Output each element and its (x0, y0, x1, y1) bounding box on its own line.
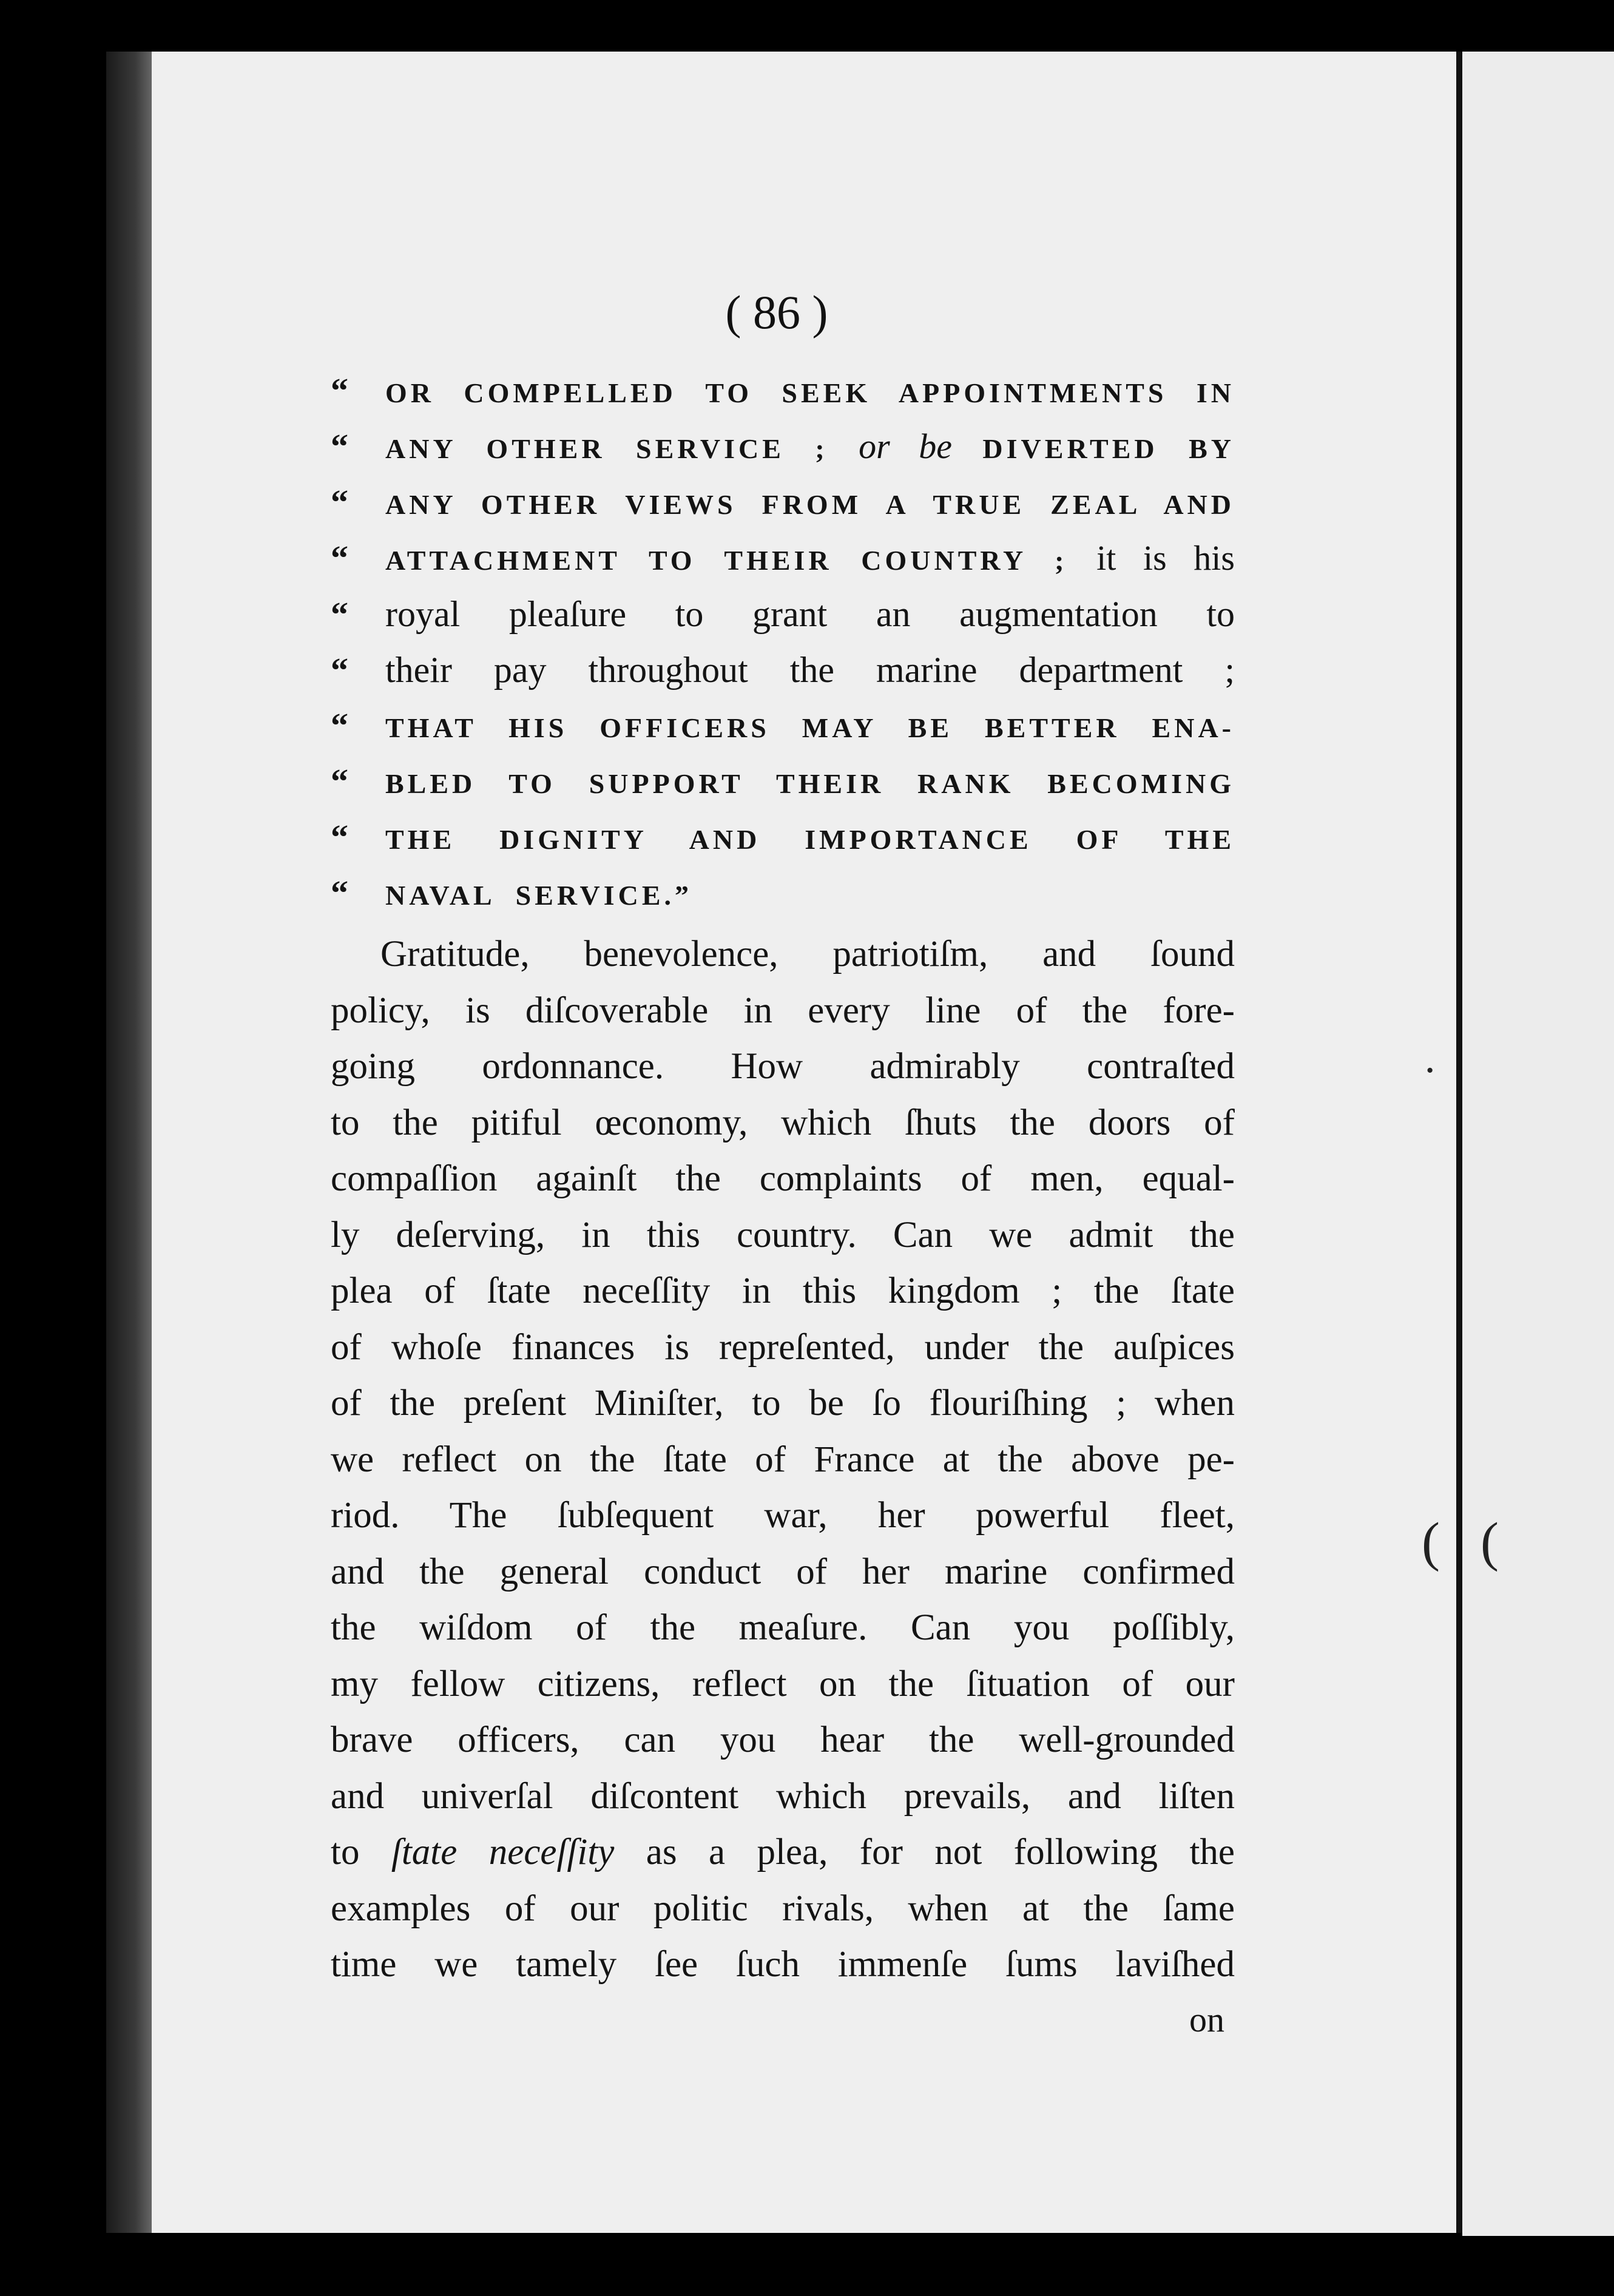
body-paragraph (331, 933, 1235, 2000)
paragraph-line: of the preſent Miniſter, to be ſo flouriſhing ; when (331, 1383, 1235, 1423)
book-gutter-shadow (106, 52, 155, 2233)
paragraph-line: riod. The ſubſequent war, her powerful fleet, (331, 1495, 1235, 1536)
quote-segment: or be (859, 427, 952, 466)
quote-mark: “ (331, 538, 348, 578)
page-number: ( 86 ) (725, 286, 828, 339)
quote-line-text (385, 488, 1235, 521)
margin-speck-right: · (1423, 1047, 1437, 1094)
paragraph-line: going ordonnance. How admirably contraſted (331, 1046, 1235, 1087)
quote-mark: “ (331, 761, 348, 801)
quote-line (331, 593, 1235, 649)
paragraph-line: ly deſerving, in this country. Can we admit the (331, 1214, 1235, 1255)
quote-segment: ANY OTHER SERVICE ; (385, 433, 859, 464)
facing-page-edge (1462, 52, 1614, 2236)
quote-segment: ATTACHMENT TO THEIR COUNTRY ; (385, 545, 1097, 576)
quote-segment: ANY OTHER VIEWS FROM A TRUE ZEAL AND (385, 489, 1235, 520)
quote-segment: THAT HIS OFFICERS MAY BE BETTER ENA- (385, 712, 1235, 743)
paragraph-line: examples of our politic rivals, when at the ſame (331, 1888, 1235, 1929)
paragraph-line: of whoſe finances is repreſented, under the auſpices (331, 1326, 1235, 1368)
quote-segment: NAVAL SERVICE.” (385, 880, 693, 911)
quote-line (331, 426, 1235, 482)
paragraph-line: compaſſion againſt the complaints of men, equal- (331, 1158, 1235, 1199)
quoted-ordinance (331, 370, 1235, 928)
paragraph-line: and the general conduct of her marine confirmed (331, 1551, 1235, 1592)
paragraph-line: my fellow citizens, reflect on the ſituation of our (331, 1663, 1235, 1704)
page-text-block (331, 370, 1235, 2000)
quote-mark: “ (331, 482, 348, 522)
paragraph-segment: as a plea, for not following the (614, 1832, 1235, 1872)
paragraph-line: to the pitiful œconomy, which ſhuts the doors of (331, 1102, 1235, 1143)
quote-line-text (385, 649, 1235, 691)
paragraph-line: the wiſdom of the meaſure. Can you poſſibly, (331, 1607, 1235, 1648)
quote-segment: BLED TO SUPPORT THEIR RANK BECOMING (385, 768, 1235, 799)
quote-line-text (385, 768, 1235, 800)
quote-line (331, 538, 1235, 593)
quote-segment: their pay throughout the marine department ; (385, 650, 1235, 690)
quote-line-text (385, 377, 1235, 409)
paragraph-line: and univerſal diſcontent which prevails, and liſten (331, 1775, 1235, 1817)
quote-line (331, 482, 1235, 538)
quote-line-text (385, 426, 1235, 467)
paragraph-line: brave officers, can you hear the well-grounded (331, 1720, 1235, 1760)
quote-mark: “ (331, 427, 348, 466)
quote-line (331, 873, 1235, 928)
paragraph-line: time we tamely ſee ſuch immenſe ſums laviſhed (331, 1944, 1235, 1985)
italic-phrase: ſtate neceſſity (391, 1832, 615, 1872)
quote-line-text (385, 879, 1235, 911)
quote-segment: THE DIGNITY AND IMPORTANCE OF THE (385, 824, 1235, 855)
paragraph-line: plea of ſtate neceſſity in this kingdom ; the ſtate (331, 1271, 1235, 1311)
quote-line (331, 649, 1235, 705)
margin-bracket-facing-2: ( (1481, 1512, 1499, 1572)
quote-line-text (385, 538, 1235, 578)
margin-bracket-facing: ( (1422, 1512, 1440, 1572)
quote-line (331, 705, 1235, 761)
paragraph-line (331, 1831, 1235, 1888)
paragraph-segment: to (331, 1832, 391, 1872)
quote-mark: “ (331, 371, 348, 410)
quote-segment: it is his (1096, 538, 1235, 578)
quote-segment: DIVERTED BY (951, 433, 1235, 464)
quote-mark: “ (331, 706, 348, 745)
paragraph-line: policy, is diſcoverable in every line of the fore- (331, 990, 1235, 1031)
quote-mark: “ (331, 650, 348, 690)
quote-mark: “ (331, 817, 348, 857)
quote-line (331, 761, 1235, 817)
quote-line-text (385, 823, 1235, 856)
paragraph-line: we reflect on the ſtate of France at the above pe- (331, 1439, 1235, 1480)
quote-line (331, 370, 1235, 426)
catchword: on (1189, 2000, 1224, 2039)
quote-line (331, 817, 1235, 873)
quote-mark: “ (331, 595, 348, 634)
paragraph-line: Gratitude, benevolence, patriotiſm, and ſound (380, 934, 1235, 974)
quote-mark: “ (331, 873, 348, 913)
quote-segment: royal pleaſure to grant an augmentation to (385, 594, 1235, 634)
quote-line-text (385, 712, 1235, 744)
quote-segment: OR COMPELLED TO SEEK APPOINTMENTS IN (385, 377, 1235, 408)
quote-line-text (385, 593, 1235, 635)
